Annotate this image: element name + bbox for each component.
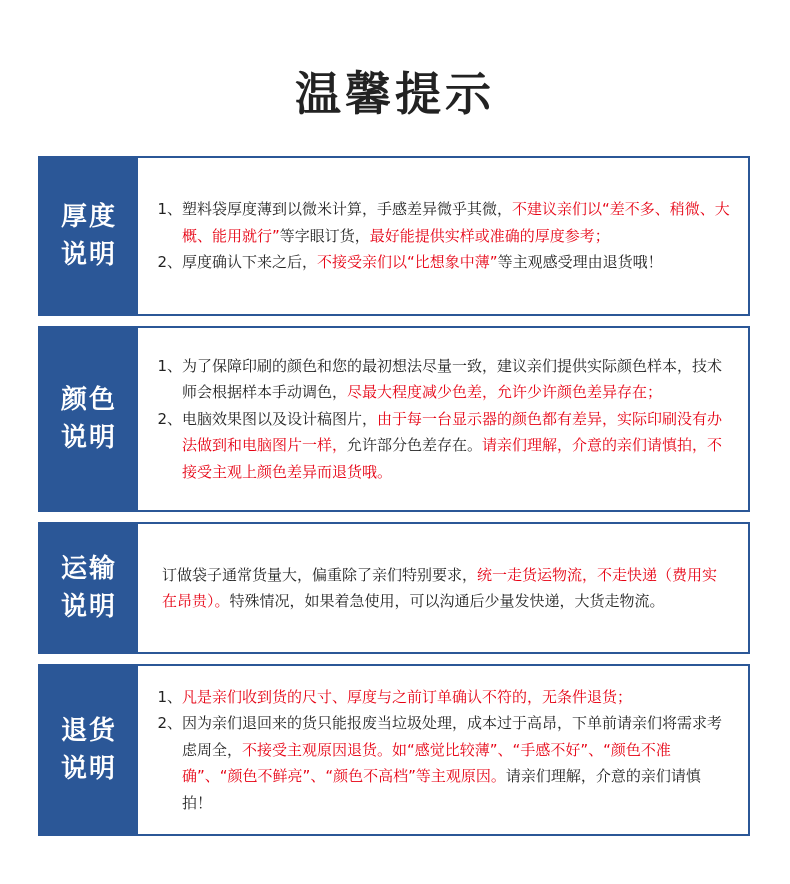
- section-label: [40, 158, 138, 314]
- warning-text: 不接受主观原因退货。如“感觉比较薄”、“手感不好”、“颜色不准确”、“颜色不鲜亮”、“颜色不高档”等主观原因。: [182, 740, 671, 786]
- text-part: 允许部分色差存在。: [347, 436, 483, 455]
- item-text: [182, 710, 730, 816]
- item-number: 2、: [157, 253, 182, 272]
- section-label: [40, 666, 138, 834]
- section-label-line1: 运输: [60, 554, 117, 584]
- thickness-notice-card: [38, 156, 750, 316]
- item-number: 1、: [157, 200, 182, 219]
- item-text: [182, 249, 730, 276]
- item-number: 2、: [157, 409, 182, 428]
- warning-text: 由于每一台显示器的颜色都有差异，实际印刷没有办法做到和电脑图片一样，: [182, 409, 723, 455]
- text-part: 请亲们理解，介意的亲们请慎拍！: [182, 767, 701, 812]
- warning-text: 请亲们理解，介意的亲们请慎拍，不接受主观上颜色差异而退货哦。: [182, 436, 723, 481]
- text-part: 特殊情况，如果着急使用，可以沟通后少量发快递，大货走物流。: [229, 592, 665, 610]
- section-label: [40, 524, 138, 652]
- text-part: 等字眼订货，: [279, 226, 370, 245]
- list-item: [152, 196, 730, 249]
- item-text: [182, 406, 730, 486]
- list-item: [152, 684, 730, 711]
- warning-text: 最好能提供实样或准确的厚度参考；: [369, 226, 610, 245]
- item-number: 1、: [157, 687, 182, 706]
- item-text: [182, 196, 730, 249]
- text-part: 因为亲们退回来的货只能报废当垃圾处理，成本过于高昂，下单前请亲们将需求考虑周全，: [182, 714, 723, 759]
- item-number: 2、: [157, 714, 182, 733]
- section-content: [138, 524, 748, 652]
- section-content: [138, 158, 748, 314]
- return-notice-card: [38, 664, 750, 836]
- section-content: [138, 666, 748, 834]
- section-label-line2: 说明: [60, 423, 117, 453]
- item-number: 1、: [157, 356, 182, 375]
- text-part: 厚度确认下来之后，: [182, 253, 318, 272]
- list-item: [152, 406, 730, 486]
- section-label-line1: 退货: [60, 716, 117, 746]
- page-title: 温馨提示: [295, 67, 495, 121]
- shipping-notice-card: [38, 522, 750, 654]
- warning-text: 不接受亲们以“比想象中薄”: [317, 253, 498, 272]
- section-label-line2: 说明: [60, 754, 117, 784]
- section-label-line1: 颜色: [60, 385, 117, 415]
- text-part: 订做袋子通常货量大，偏重除了亲们特别要求，: [162, 565, 478, 584]
- warning-text: 不建议亲们以“差不多、稍微、大概、能用就行”: [182, 200, 730, 245]
- text-part: 塑料袋厚度薄到以微米计算，手感差异微乎其微，: [182, 200, 513, 219]
- section-label: [40, 328, 138, 510]
- warning-text: 统一走货运物流，不走快递（费用实在昂贵）。: [162, 565, 718, 610]
- item-text: [182, 684, 730, 711]
- item-text: [182, 353, 730, 406]
- section-label-line2: 说明: [60, 240, 117, 270]
- text-part: 电脑效果图以及设计稿图片，: [182, 409, 378, 428]
- section-content: [138, 328, 748, 510]
- list-item: [152, 710, 730, 816]
- warning-text: 尽最大程度减少色差，允许少许颜色差异存在；: [347, 383, 663, 402]
- warning-text: 凡是亲们收到货的尺寸、厚度与之前订单确认不符的，无条件退货；: [182, 687, 633, 706]
- color-notice-card: [38, 326, 750, 512]
- text-part: 为了保障印刷的颜色和您的最初想法尽量一致，建议亲们提供实际颜色样本，技术师会根据样本手动调色，: [182, 356, 723, 402]
- list-item: [152, 353, 730, 406]
- section-paragraph: [152, 562, 730, 615]
- section-label-line1: 厚度: [60, 202, 117, 232]
- list-item: [152, 249, 730, 276]
- section-label-line2: 说明: [60, 592, 117, 622]
- text-part: 等主观感受理由退货哦！: [497, 253, 663, 272]
